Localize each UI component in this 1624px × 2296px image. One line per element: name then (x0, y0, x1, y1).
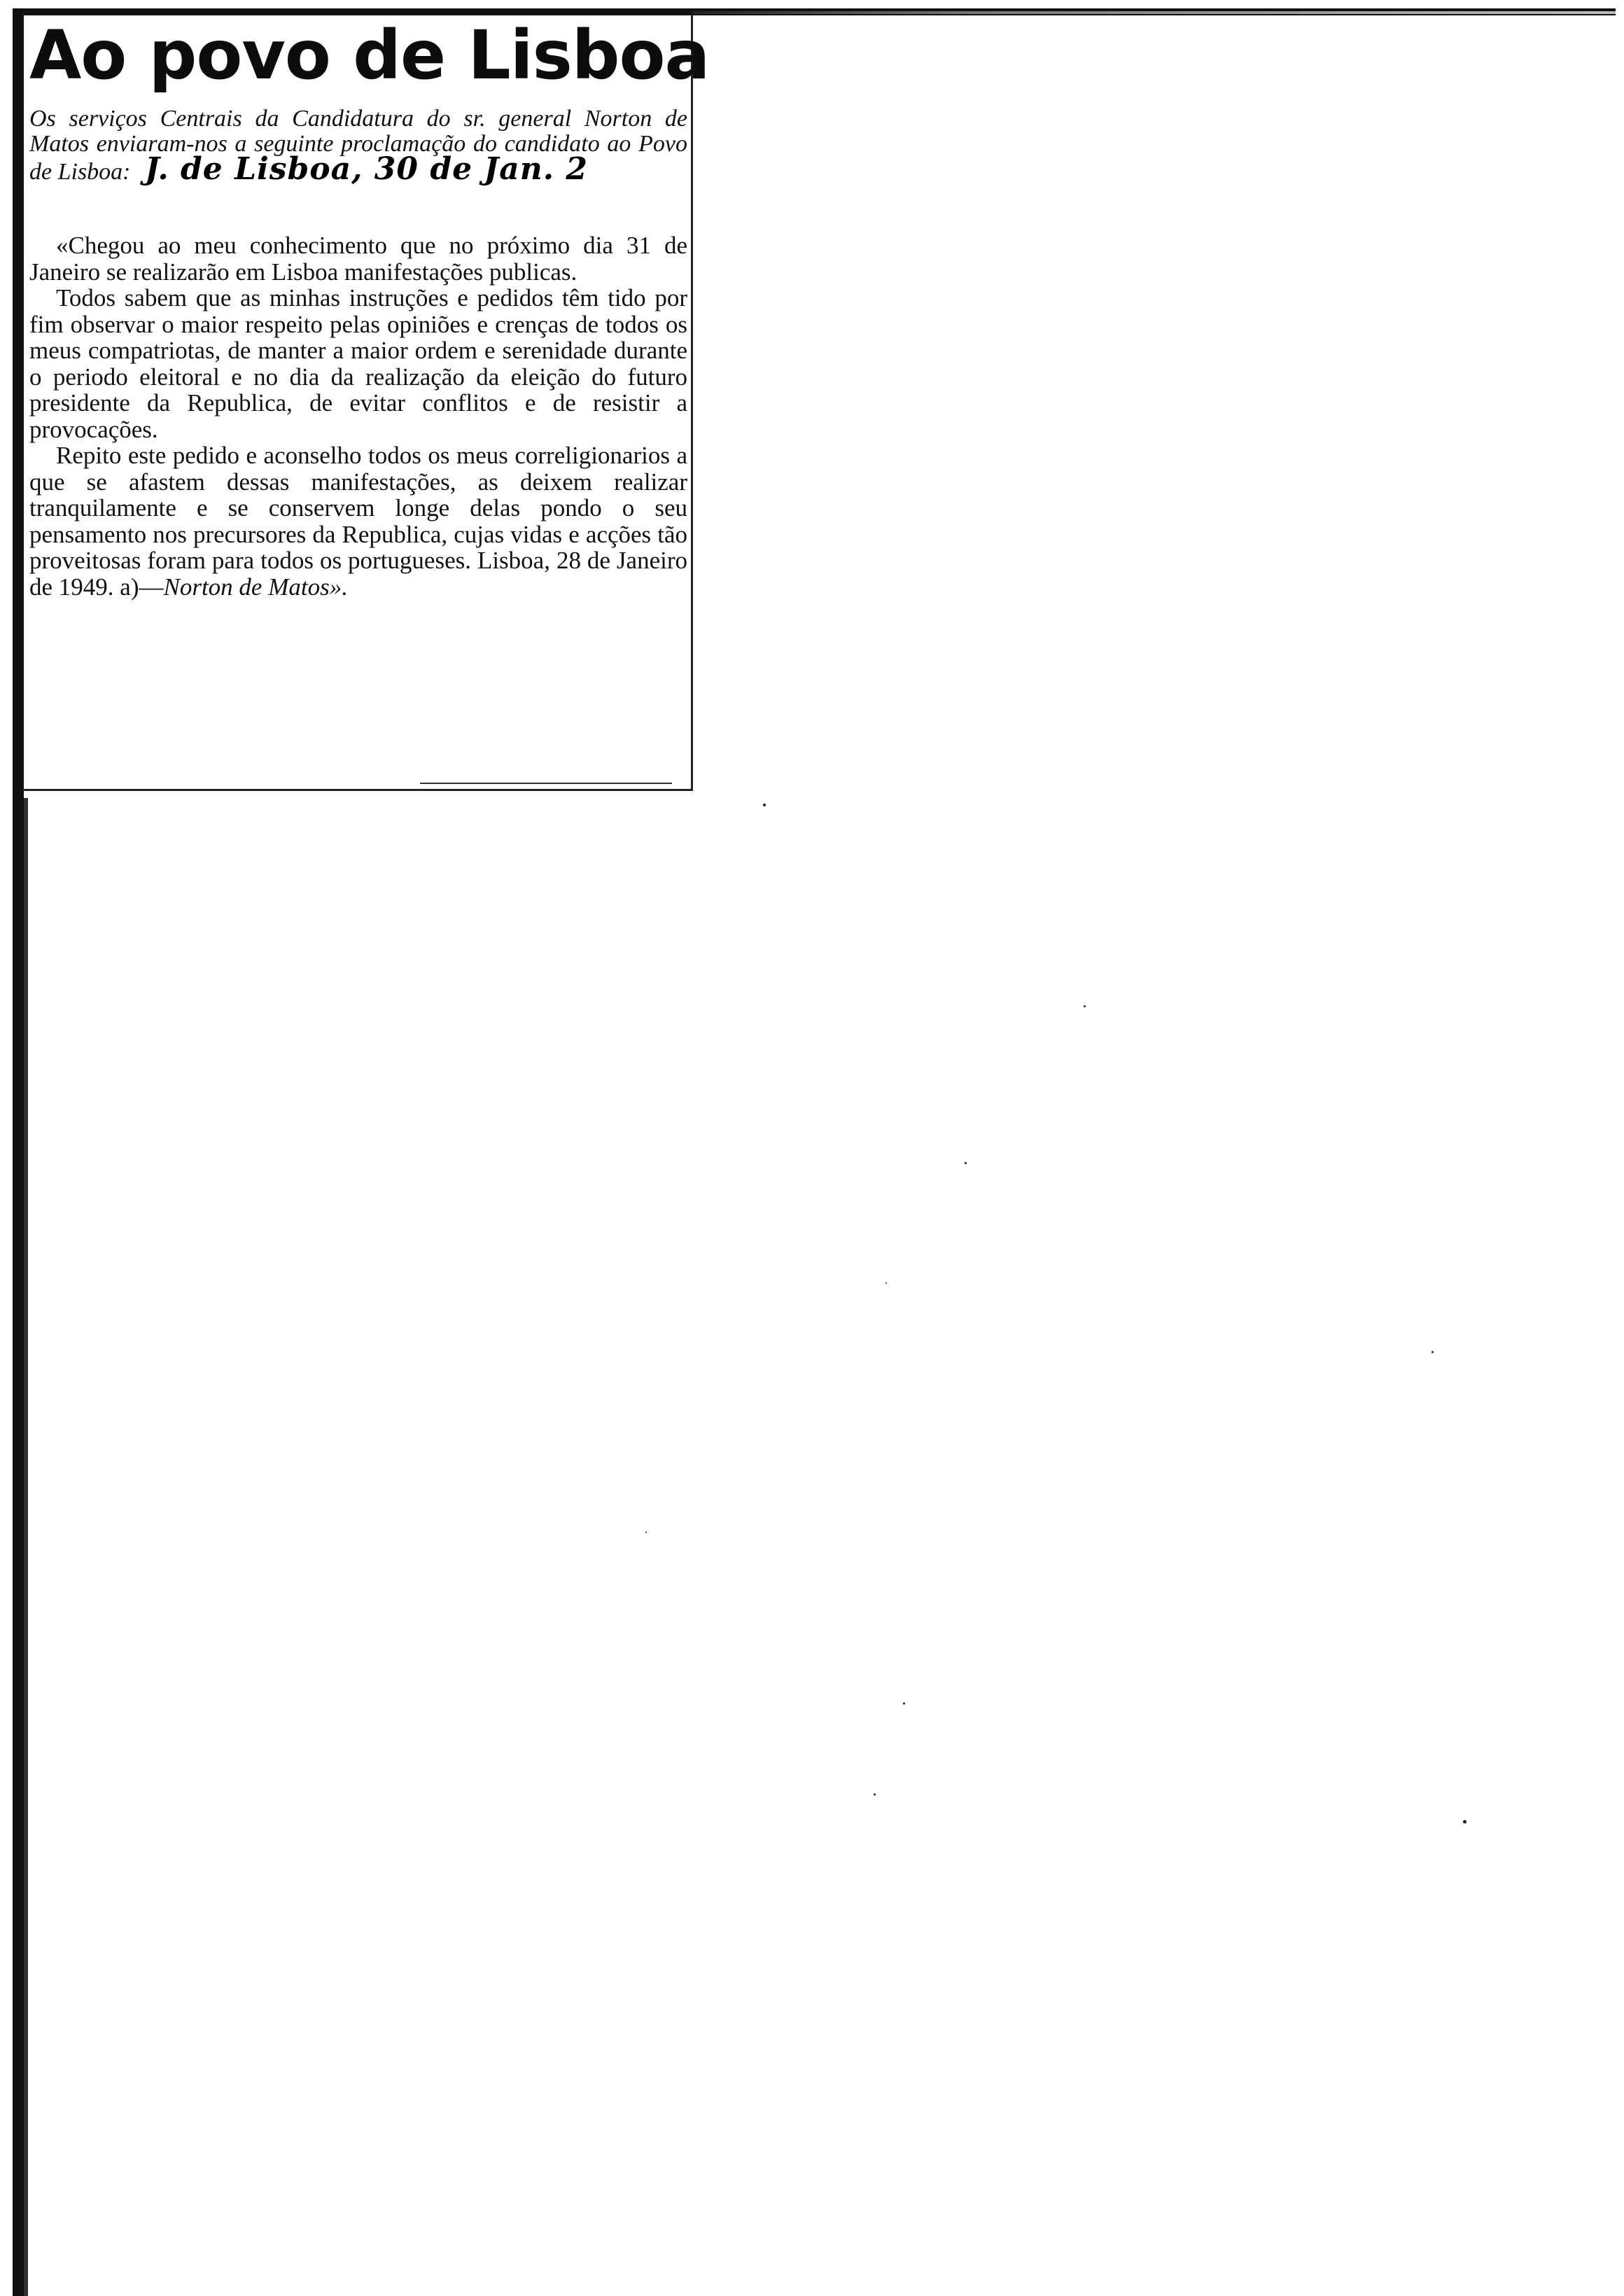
closing-paragraph (29, 442, 687, 600)
scan-border-left-inner (24, 798, 28, 2296)
dust-speck (886, 1282, 887, 1284)
dust-speck (645, 1532, 647, 1533)
dust-speck (874, 1793, 876, 1795)
dust-speck (763, 804, 766, 806)
paragraph: Todos sabem que as minhas instruções e pedidos têm tido por fim observar o maior respeito pelas opiniões e crenças de todos os meus compatriotas, de manter a maior ordem e serenidade durante o periodo eleitoral e no dia da realização da eleição do futuro presidente da Republica, de evitar conflitos e de resistir a provocações. (29, 284, 687, 443)
dust-speck (1084, 1005, 1086, 1007)
paragraph: «Chegou ao meu conhecimento que no próximo dia 31 de Janeiro se realizarão em Lisboa manifestações publicas. (29, 232, 687, 286)
dust-speck (1432, 1351, 1434, 1353)
intro-text: Os serviços Centrais da Candidatura do sr. general Norton de Matos enviaram-nos a seguinte proclamação do candidato ao Povo de Lisboa: (29, 106, 687, 185)
scan-border-top-fade (693, 11, 1616, 14)
intro-paragraph (29, 106, 687, 185)
signature: Norton de Matos». (163, 573, 348, 601)
dust-speck (1463, 1820, 1466, 1823)
dust-speck (903, 1702, 905, 1704)
dust-speck (965, 1162, 967, 1164)
headline: Ao povo de Lisboa (29, 16, 710, 94)
newspaper-clipping (22, 14, 710, 791)
closing-text: Repito este pedido e aconselho todos os meus correligionarios a que se afastem dessas manifestações, as deixem realizar tranquilamente e se conservem longe delas pondo o seu pensamento nos precursores da Republica, cujas vidas e acções tão proveitosas foram para todos os portugueses. Lisboa, 28 de Janeiro de 1949. a)— (29, 442, 687, 601)
article-body (29, 232, 687, 600)
bottom-rule (420, 783, 672, 784)
handwritten-annotation: J. de Lisboa, 30 de Jan. 2 (145, 151, 588, 187)
